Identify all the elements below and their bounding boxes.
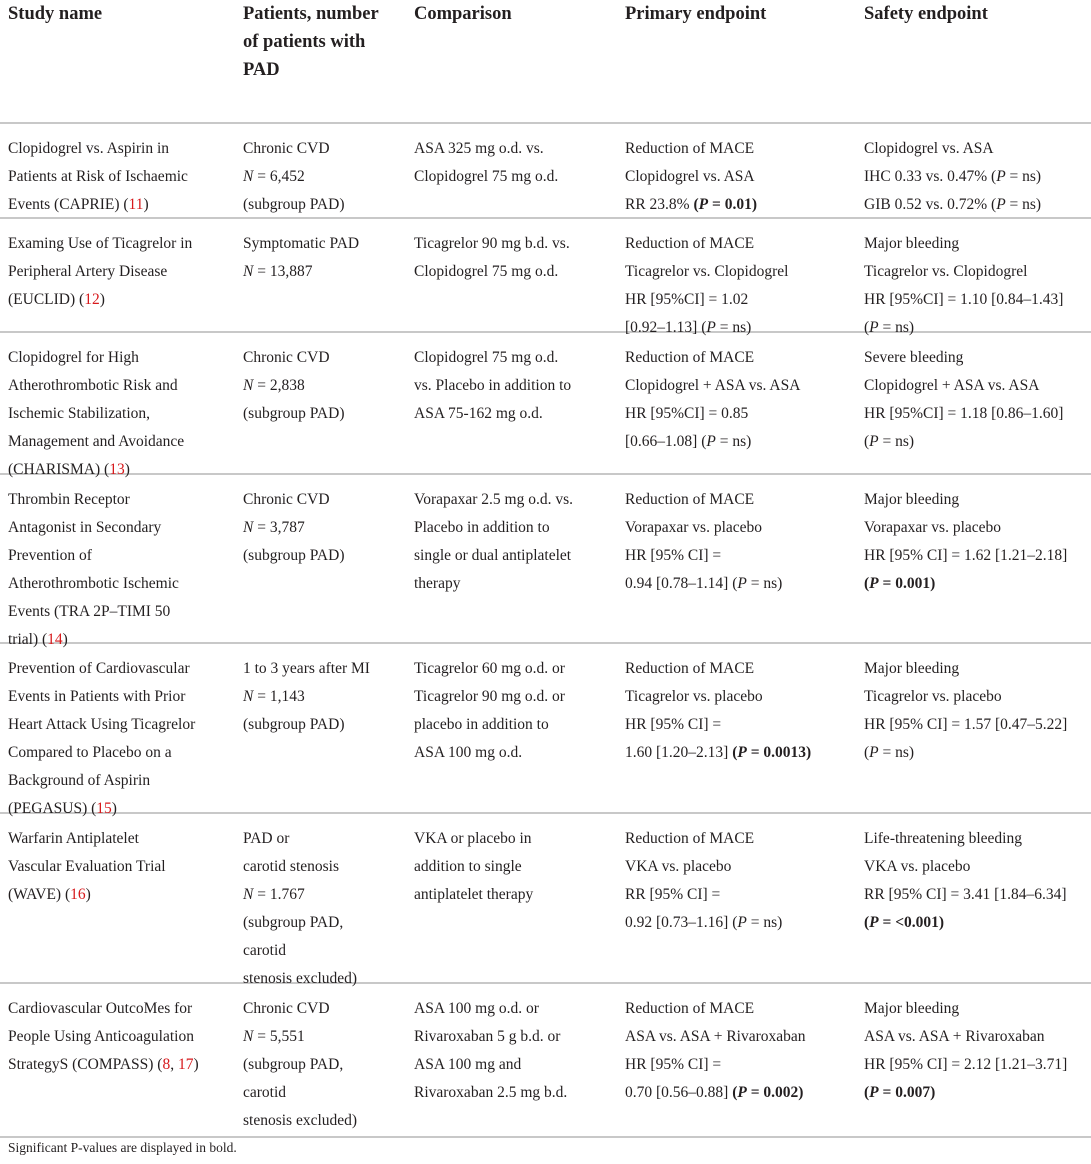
- cell-line: Major bleeding: [864, 660, 960, 677]
- cell-line: carotid stenosis: [243, 858, 339, 875]
- text-segment: P: [869, 744, 879, 761]
- text-segment: N: [243, 377, 254, 394]
- cell-line: VKA vs. placebo: [864, 858, 971, 875]
- cell-line: [864, 163, 1041, 191]
- text-segment: N: [243, 519, 254, 536]
- cell-study-name: [8, 230, 192, 314]
- cell-line: Prevention of Cardiovascular: [8, 660, 190, 677]
- cell-line: Chronic CVD: [243, 349, 330, 366]
- text-segment: (: [732, 1084, 738, 1101]
- cell-line: [864, 1079, 1067, 1107]
- table-row: [0, 219, 1091, 336]
- cell-line: Reduction of MACE: [625, 830, 755, 847]
- text-segment: ): [124, 461, 130, 478]
- reference-link[interactable]: 12: [84, 291, 100, 308]
- text-segment: P: [869, 575, 879, 592]
- cell-line: Ischemic Stabilization,: [8, 405, 151, 422]
- cell-line: Chronic CVD: [243, 1000, 330, 1017]
- reference-link[interactable]: 11: [128, 196, 144, 213]
- cell-line: HR [95%CI] = 1.02: [625, 291, 749, 308]
- text-segment: N: [243, 168, 254, 185]
- cell-line: stenosis excluded): [243, 970, 358, 987]
- text-segment: N: [243, 688, 254, 705]
- cell-line: Ticagrelor vs. Clopidogrel: [864, 263, 1028, 280]
- text-segment: N: [243, 886, 254, 903]
- cell-line: Reduction of MACE: [625, 491, 755, 508]
- cell-line: Clopidogrel 75 mg o.d.: [414, 263, 559, 280]
- cell-line: HR [95%CI] = 1.10 [0.84–1.43]: [864, 291, 1064, 308]
- cell-line: [243, 514, 344, 542]
- cell-line: ASA vs. ASA + Rivaroxaban: [625, 1028, 806, 1045]
- cell-line: RR [95% CI] = 3.41 [1.84–6.34]: [864, 886, 1067, 903]
- cell-line: [864, 909, 1066, 937]
- text-segment: = 5,551: [253, 1028, 305, 1045]
- text-segment: N: [243, 263, 254, 280]
- cell-line: [243, 683, 370, 711]
- cell-line: Severe bleeding: [864, 349, 964, 366]
- reference-link[interactable]: 8: [162, 1056, 171, 1073]
- cell-comparison: [414, 995, 567, 1107]
- cell-comparison: [414, 230, 570, 286]
- text-segment: 0.94 [0.78–1.14] (: [625, 575, 738, 592]
- text-segment: (WAVE) (: [8, 886, 71, 903]
- text-segment: = ns): [878, 433, 915, 450]
- table-row: [0, 644, 1091, 817]
- table-row: [0, 124, 1091, 219]
- text-segment: 1.60 [1.20–2.13]: [625, 744, 733, 761]
- cell-line: Chronic CVD: [243, 491, 330, 508]
- cell-line: [625, 739, 811, 767]
- cell-line: Rivaroxaban 2.5 mg b.d.: [414, 1084, 568, 1101]
- cell-line: [625, 428, 800, 456]
- cell-line: Cardiovascular OutcoMes for: [8, 1000, 193, 1017]
- cell-safety-endpoint: [864, 344, 1063, 456]
- cell-primary-endpoint: [625, 655, 811, 767]
- cell-line: Clopidogrel 75 mg o.d.: [414, 168, 559, 185]
- cell-line: Clopidogrel + ASA vs. ASA: [864, 377, 1040, 394]
- cell-comparison: [414, 655, 565, 767]
- header-patients: Patients, number of patients with PAD: [243, 4, 379, 80]
- cell-line: [625, 1079, 806, 1107]
- cell-line: Chronic CVD: [243, 140, 330, 157]
- cell-line: HR [95% CI] = 1.57 [0.47–5.22]: [864, 716, 1068, 733]
- cell-line: Thrombin Receptor: [8, 491, 130, 508]
- text-segment: ): [99, 291, 105, 308]
- cell-line: Major bleeding: [864, 491, 960, 508]
- cell-line: Atherothrombotic Risk and: [8, 377, 178, 394]
- cell-patients: [243, 486, 344, 570]
- cell-study-name: [8, 486, 179, 654]
- cell-line: Ticagrelor 90 mg b.d. vs.: [414, 235, 570, 252]
- cell-line: [8, 286, 192, 314]
- cell-primary-endpoint: [625, 995, 806, 1107]
- text-segment: = ns): [878, 744, 915, 761]
- cell-line: ASA 100 mg o.d.: [414, 744, 523, 761]
- cell-patients: [243, 655, 370, 739]
- table-row: [0, 333, 1091, 478]
- cell-primary-endpoint: [625, 825, 782, 937]
- table-row: [0, 475, 1091, 648]
- reference-link[interactable]: 13: [109, 461, 125, 478]
- text-segment: = ns): [746, 575, 783, 592]
- cell-line: Ticagrelor vs. Clopidogrel: [625, 263, 789, 280]
- reference-link[interactable]: 15: [96, 800, 112, 817]
- cell-line: Antagonist in Secondary: [8, 519, 162, 536]
- text-segment: = 0.007): [878, 1084, 936, 1101]
- cell-line: Rivaroxaban 5 g b.d. or: [414, 1028, 561, 1045]
- cell-line: [243, 163, 344, 191]
- text-segment: (: [864, 1084, 870, 1101]
- text-segment: P: [737, 744, 747, 761]
- cell-study-name: [8, 995, 199, 1079]
- cell-line: antiplatelet therapy: [414, 886, 534, 903]
- cell-line: Patients at Risk of Ischaemic: [8, 168, 188, 185]
- cell-line: ASA 100 mg and: [414, 1056, 522, 1073]
- header-safety-endpoint: Safety endpoint: [864, 4, 988, 24]
- cell-line: [243, 372, 344, 400]
- text-segment: [0.92–1.13] (: [625, 319, 707, 336]
- text-segment: = <0.001): [878, 914, 945, 931]
- text-segment: = 13,887: [253, 263, 313, 280]
- text-segment: P: [706, 319, 716, 336]
- text-segment: (: [693, 196, 699, 213]
- cell-safety-endpoint: [864, 135, 1041, 219]
- text-segment: ): [62, 631, 68, 648]
- cell-line: Ticagrelor vs. placebo: [625, 688, 763, 705]
- text-segment: = ns): [1005, 196, 1042, 213]
- cell-line: ASA 325 mg o.d. vs.: [414, 140, 544, 157]
- cell-study-name: [8, 825, 166, 909]
- cell-line: VKA or placebo in: [414, 830, 532, 847]
- cell-line: VKA vs. placebo: [625, 858, 732, 875]
- table-row: [0, 984, 1091, 1138]
- cell-line: (subgroup PAD): [243, 547, 345, 564]
- cell-line: (subgroup PAD): [243, 716, 345, 733]
- cell-line: [243, 258, 359, 286]
- text-segment: [0.66–1.08] (: [625, 433, 707, 450]
- cell-line: [8, 881, 166, 909]
- cell-study-name: [8, 655, 195, 823]
- cell-patients: [243, 230, 359, 286]
- cell-line: HR [95% CI] =: [625, 1056, 722, 1073]
- cell-line: (subgroup PAD): [243, 405, 345, 422]
- cell-line: [243, 1023, 357, 1051]
- header-study-name: Study name: [8, 4, 103, 24]
- cell-line: Compared to Placebo on a: [8, 744, 172, 761]
- text-segment: (: [864, 914, 870, 931]
- cell-study-name: [8, 344, 184, 484]
- cell-line: Peripheral Artery Disease: [8, 263, 168, 280]
- text-segment: = 0.01): [708, 196, 757, 213]
- cell-line: Events (TRA 2P–TIMI 50: [8, 603, 171, 620]
- cell-line: Major bleeding: [864, 235, 960, 252]
- cell-line: 1 to 3 years after MI: [243, 660, 370, 677]
- text-segment: (: [864, 319, 870, 336]
- text-segment: (: [732, 744, 738, 761]
- text-segment: (CHARISMA) (: [8, 461, 110, 478]
- cell-primary-endpoint: [625, 486, 782, 598]
- cell-line: [864, 570, 1067, 598]
- cell-line: stenosis excluded): [243, 1112, 358, 1129]
- cell-line: [8, 1051, 199, 1079]
- cell-line: ASA 100 mg o.d. or: [414, 1000, 539, 1017]
- cell-line: (subgroup PAD): [243, 196, 345, 213]
- cell-line: Symptomatic PAD: [243, 235, 360, 252]
- cell-line: Background of Aspirin: [8, 772, 151, 789]
- cell-line: Placebo in addition to: [414, 519, 550, 536]
- cell-line: Vascular Evaluation Trial: [8, 858, 166, 875]
- header-comparison: Comparison: [414, 4, 512, 24]
- text-segment: trial) (: [8, 631, 48, 648]
- text-segment: Events (CAPRIE) (: [8, 196, 129, 213]
- text-segment: P: [698, 196, 709, 213]
- cell-comparison: [414, 135, 558, 191]
- cell-safety-endpoint: [864, 995, 1067, 1107]
- text-segment: 0.70 [0.56–0.88]: [625, 1084, 733, 1101]
- cell-patients: [243, 135, 344, 219]
- text-segment: (: [864, 575, 870, 592]
- text-segment: P: [996, 196, 1006, 213]
- cell-line: carotid: [243, 942, 287, 959]
- cell-line: Clopidogrel 75 mg o.d.: [414, 349, 559, 366]
- cell-line: Reduction of MACE: [625, 349, 755, 366]
- text-segment: RR 23.8%: [625, 196, 694, 213]
- text-segment: = ns): [746, 914, 783, 931]
- text-segment: = 1.767: [253, 886, 305, 903]
- text-segment: P: [869, 914, 879, 931]
- text-segment: GIB 0.52 vs. 0.72% (: [864, 196, 997, 213]
- text-segment: = 6,452: [253, 168, 305, 185]
- cell-line: Major bleeding: [864, 1000, 960, 1017]
- cell-safety-endpoint: [864, 655, 1067, 767]
- text-segment: (: [864, 744, 870, 761]
- cell-line: HR [95% CI] =: [625, 547, 722, 564]
- cell-line: ASA 75-162 mg o.d.: [414, 405, 543, 422]
- cell-line: Clopidogrel for High: [8, 349, 139, 366]
- cell-line: [625, 191, 757, 219]
- cell-line: [625, 570, 782, 598]
- cell-line: Life-threatening bleeding: [864, 830, 1022, 847]
- text-segment: ): [111, 800, 117, 817]
- cell-line: placebo in addition to: [414, 716, 549, 733]
- text-segment: P: [996, 168, 1006, 185]
- cell-line: ASA vs. ASA + Rivaroxaban: [864, 1028, 1045, 1045]
- cell-line: [864, 739, 1067, 767]
- cell-patients: [243, 344, 344, 428]
- text-segment: P: [737, 914, 747, 931]
- cell-line: Reduction of MACE: [625, 1000, 755, 1017]
- cell-safety-endpoint: [864, 486, 1067, 598]
- cell-primary-endpoint: [625, 230, 788, 342]
- text-segment: (EUCLID) (: [8, 291, 85, 308]
- cell-safety-endpoint: [864, 825, 1066, 937]
- cell-line: Events in Patients with Prior: [8, 688, 186, 705]
- text-segment: P: [737, 1084, 747, 1101]
- cell-line: Ticagrelor vs. placebo: [864, 688, 1002, 705]
- cell-line: Heart Attack Using Ticagrelor: [8, 716, 196, 733]
- reference-link[interactable]: 17: [177, 1056, 194, 1073]
- cell-line: (subgroup PAD,: [243, 914, 344, 931]
- cell-line: Warfarin Antiplatelet: [8, 830, 139, 847]
- cell-safety-endpoint: [864, 230, 1063, 342]
- text-segment: P: [706, 433, 716, 450]
- cell-line: PAD or: [243, 830, 290, 847]
- cell-study-name: [8, 135, 188, 219]
- text-segment: P: [737, 575, 747, 592]
- table-footnote: Significant P-values are displayed in bold.: [8, 1140, 237, 1155]
- cell-primary-endpoint: [625, 135, 757, 219]
- cell-line: Clopidogrel vs. Aspirin in: [8, 140, 170, 157]
- cell-line: Reduction of MACE: [625, 660, 755, 677]
- cell-line: Clopidogrel vs. ASA: [625, 168, 755, 185]
- text-segment: ): [193, 1056, 199, 1073]
- cell-line: Vorapaxar 2.5 mg o.d. vs.: [414, 491, 573, 508]
- cell-comparison: [414, 486, 573, 598]
- text-segment: = ns): [715, 433, 752, 450]
- cell-line: therapy: [414, 575, 461, 592]
- table-body: [0, 124, 1091, 1138]
- cell-comparison: [414, 344, 571, 428]
- cell-line: Vorapaxar vs. placebo: [864, 519, 1002, 536]
- text-segment: N: [243, 1028, 254, 1045]
- text-segment: 0.92 [0.73–1.16] (: [625, 914, 738, 931]
- text-segment: (PEGASUS) (: [8, 800, 97, 817]
- cell-line: HR [95% CI] =: [625, 716, 722, 733]
- cell-primary-endpoint: [625, 344, 800, 456]
- cell-line: Clopidogrel vs. ASA: [864, 140, 994, 157]
- cell-line: HR [95% CI] = 2.12 [1.21–3.71]: [864, 1056, 1068, 1073]
- header-primary-endpoint: Primary endpoint: [625, 4, 767, 24]
- text-segment: = 0.002): [746, 1084, 804, 1101]
- cell-line: RR [95% CI] =: [625, 886, 721, 903]
- text-segment: = 1,143: [253, 688, 305, 705]
- cell-line: HR [95%CI] = 0.85: [625, 405, 749, 422]
- cell-line: People Using Anticoagulation: [8, 1028, 194, 1045]
- text-segment: = 3,787: [253, 519, 305, 536]
- text-segment: = ns): [715, 319, 752, 336]
- cell-line: vs. Placebo in addition to: [414, 377, 572, 394]
- text-segment: P: [869, 319, 879, 336]
- cell-line: (subgroup PAD,: [243, 1056, 344, 1073]
- cell-line: Reduction of MACE: [625, 140, 755, 157]
- cell-line: Management and Avoidance: [8, 433, 185, 450]
- reference-link[interactable]: 16: [70, 886, 86, 903]
- table-row: [0, 814, 1091, 987]
- text-segment: = 0.001): [878, 575, 936, 592]
- cell-line: [8, 191, 188, 219]
- cell-line: [864, 428, 1063, 456]
- text-segment: ): [143, 196, 149, 213]
- table-header: [0, 0, 1091, 124]
- cell-line: single or dual antiplatelet: [414, 547, 572, 564]
- text-segment: ): [85, 886, 91, 903]
- cell-comparison: [414, 825, 533, 909]
- cell-line: Ticagrelor 60 mg o.d. or: [414, 660, 565, 677]
- cell-patients: [243, 825, 357, 993]
- text-segment: IHC 0.33 vs. 0.47% (: [864, 168, 997, 185]
- cell-patients: [243, 995, 357, 1135]
- text-segment: StrategyS (COMPASS) (: [8, 1056, 163, 1073]
- cell-line: HR [95%CI] = 1.18 [0.86–1.60]: [864, 405, 1064, 422]
- cell-line: Ticagrelor 90 mg o.d. or: [414, 688, 565, 705]
- cell-line: [625, 909, 782, 937]
- text-segment: P: [869, 1084, 879, 1101]
- text-segment: (: [864, 433, 870, 450]
- cell-line: Clopidogrel + ASA vs. ASA: [625, 377, 801, 394]
- text-segment: = ns): [878, 319, 915, 336]
- cell-line: Reduction of MACE: [625, 235, 755, 252]
- cell-line: addition to single: [414, 858, 522, 875]
- cell-line: Vorapaxar vs. placebo: [625, 519, 763, 536]
- text-segment: = 0.0013): [746, 744, 812, 761]
- text-segment: ,: [170, 1056, 178, 1073]
- cell-line: Prevention of: [8, 547, 92, 564]
- cell-line: HR [95% CI] = 1.62 [1.21–2.18]: [864, 547, 1068, 564]
- text-segment: = ns): [1005, 168, 1042, 185]
- cell-line: Examing Use of Ticagrelor in: [8, 235, 193, 252]
- reference-link[interactable]: 14: [47, 631, 63, 648]
- cell-line: [243, 881, 357, 909]
- cell-line: Atherothrombotic Ischemic: [8, 575, 179, 592]
- cell-line: carotid: [243, 1084, 287, 1101]
- text-segment: = 2,838: [253, 377, 305, 394]
- cell-line: [864, 191, 1041, 219]
- text-segment: P: [869, 433, 879, 450]
